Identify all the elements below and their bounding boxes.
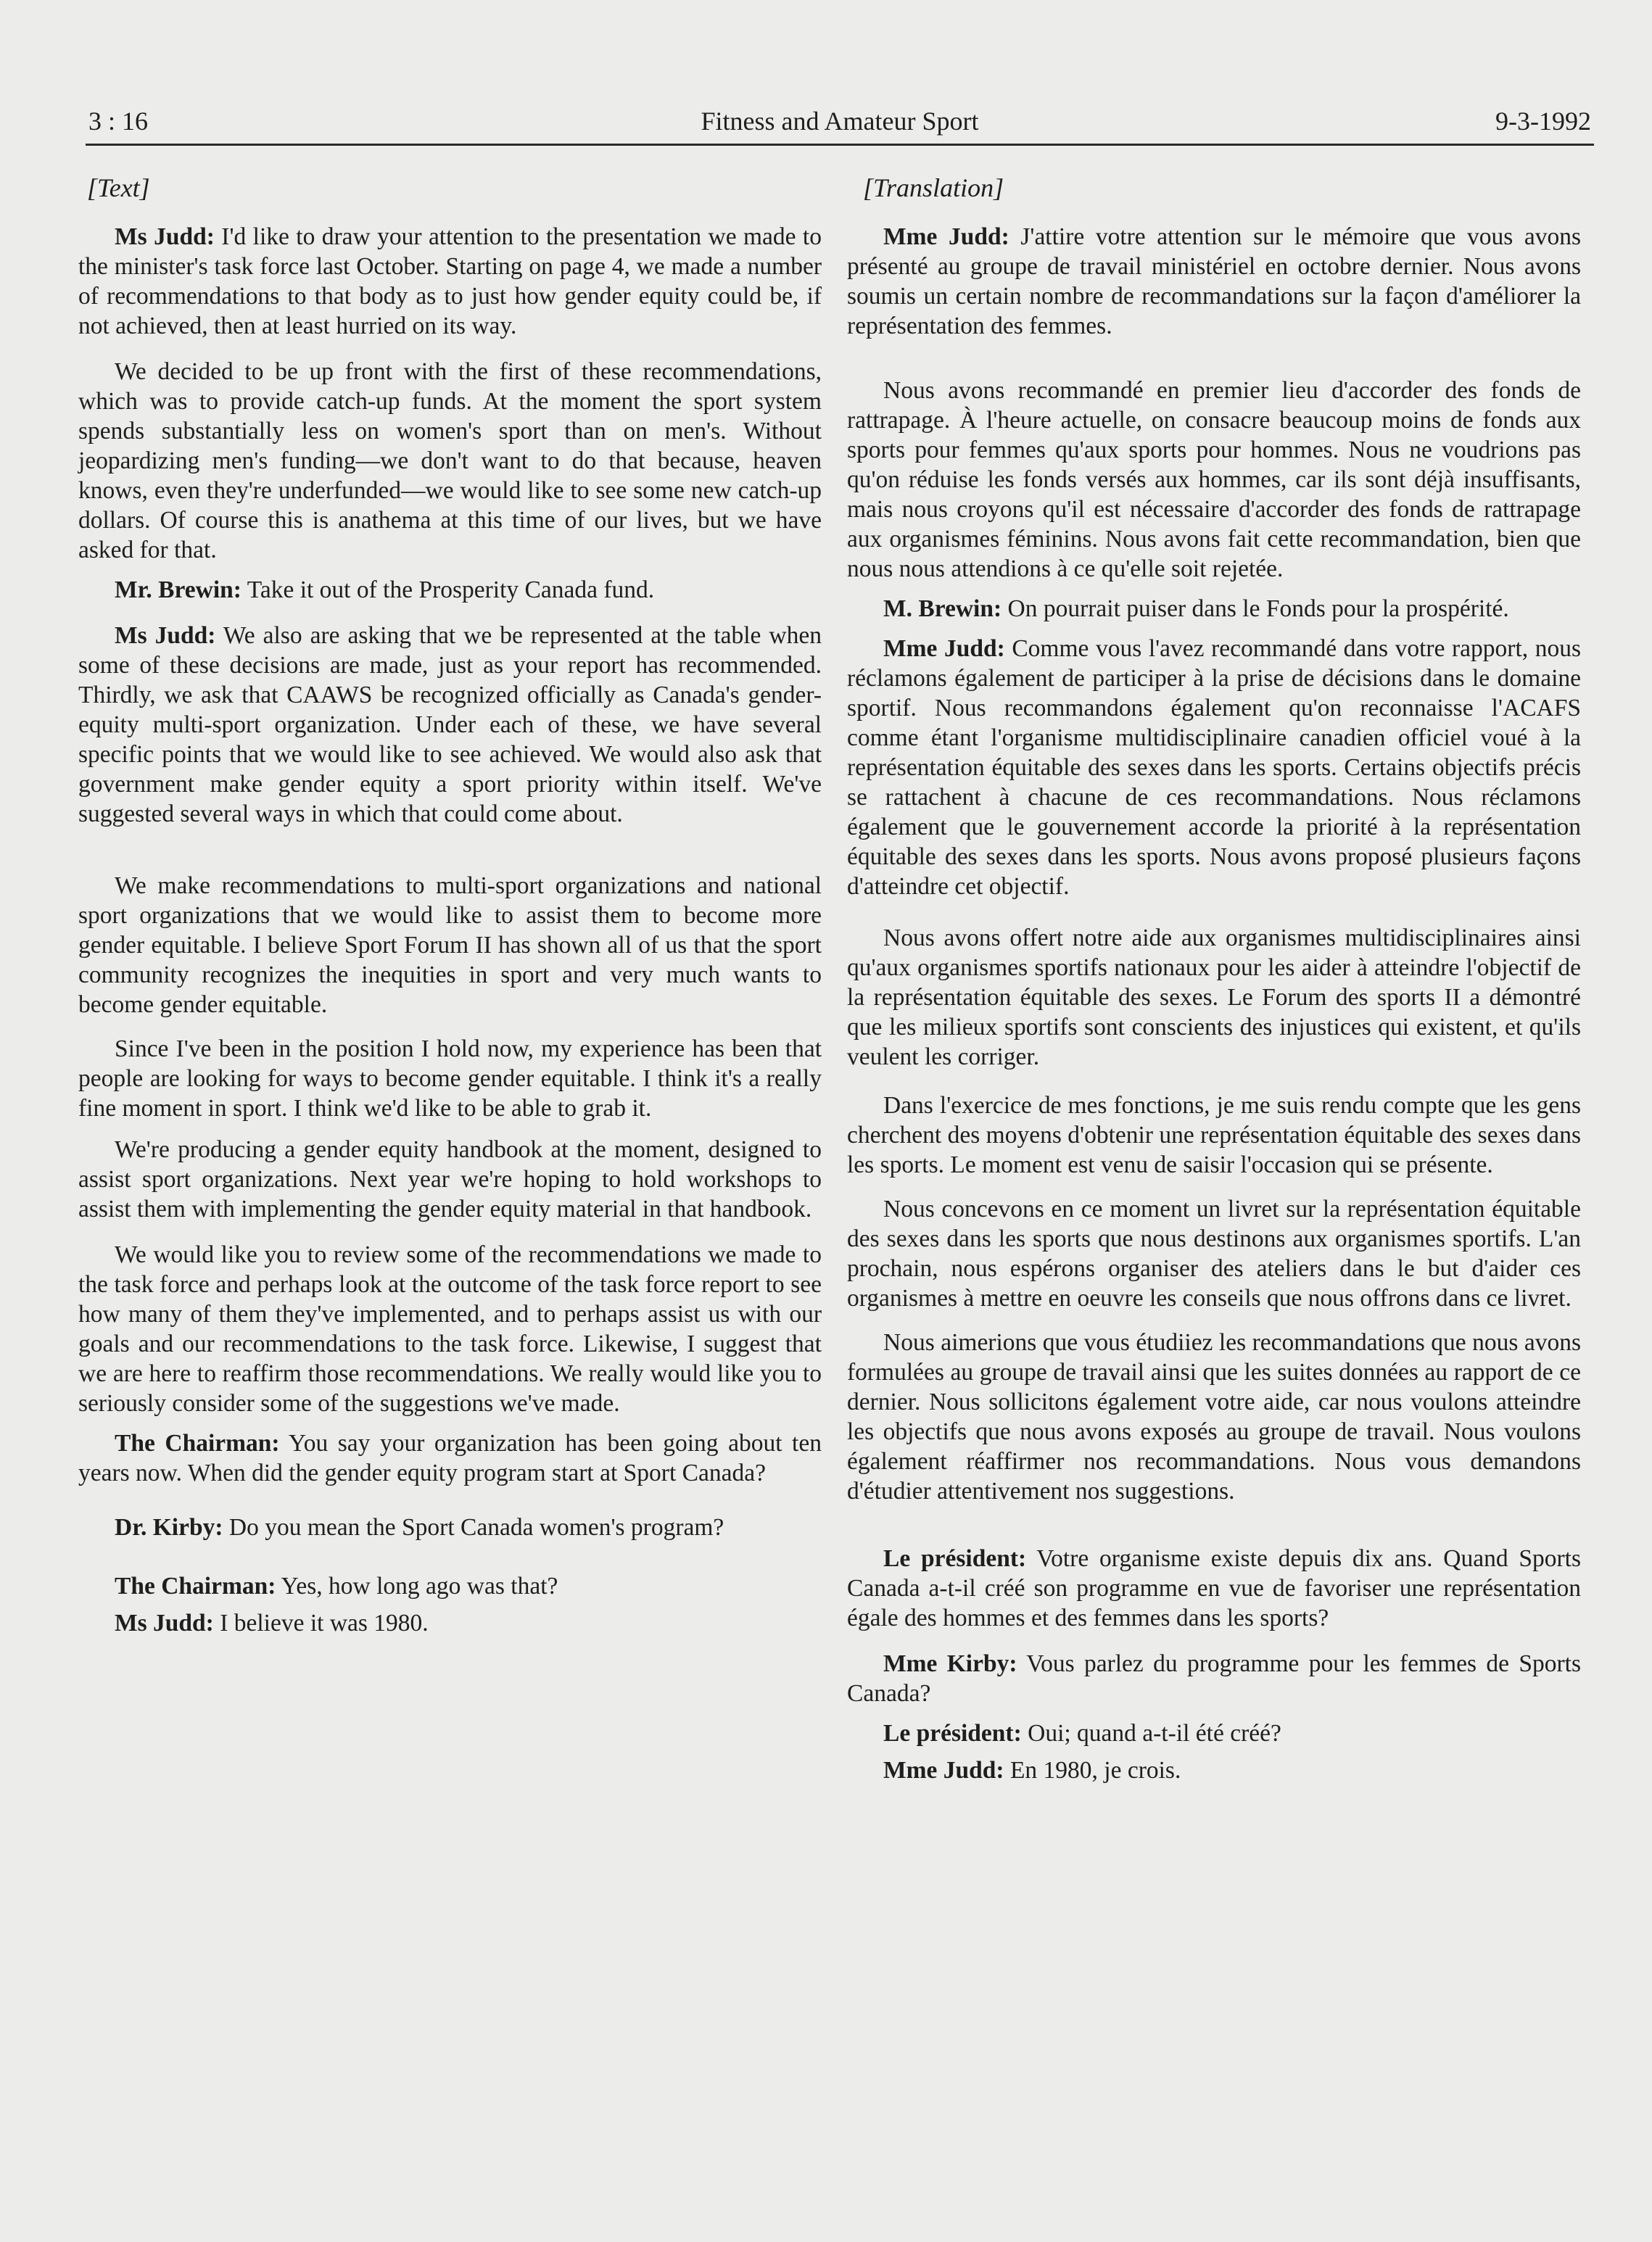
paragraph bbox=[847, 1755, 1581, 1785]
page-header bbox=[86, 93, 1594, 146]
english-column bbox=[78, 173, 822, 1638]
paragraph-text: Nous avons offert notre aide aux organismes multidisciplinaires ainsi qu'aux organismes sportifs nationaux pour les aider à atteindre l'objectif de la représentation équitable des sexes. Le Forum des sports II a démontré que les milieux sportifs sont conscients des injustices qui existent, et qu'ils veulent les corriger. bbox=[847, 924, 1581, 1070]
paragraph bbox=[847, 1718, 1581, 1748]
paragraph bbox=[78, 1608, 822, 1638]
paragraph-text: J'attire votre attention sur le mémoire que vous avons présenté au groupe de travail ministériel en octobre dernier. Nous avons soumis un certain nombre de recommandations sur la façon d'améliorer la représentation des femmes. bbox=[847, 223, 1581, 339]
paragraph bbox=[847, 1194, 1581, 1313]
paragraph bbox=[78, 575, 822, 605]
paragraph bbox=[78, 871, 822, 1019]
speaker-name: The Chairman: bbox=[115, 1573, 276, 1600]
paragraph bbox=[847, 594, 1581, 624]
paragraph bbox=[847, 1544, 1581, 1633]
page-reference: 3 : 16 bbox=[88, 107, 149, 136]
column-label-text: [Text] bbox=[87, 173, 150, 202]
paragraph bbox=[847, 1091, 1581, 1180]
paragraph-text: Comme vous l'avez recommandé dans votre rapport, nous réclamons également de participer à la prise de décisions dans le domaine sportif. Nous recommandons également qu'on reconnaisse l'ACAFS comme étant l'organisme multidisciplinaire canadien officiel voué à la représentation équitable des sexes dans les sports. Certains objectifs précis se rattachent à chacune de ces recommandations. Nous réclamons également que le gouvernement accorde la priorité à la représentation équitable des sexes dans les sports. Nous avons proposé plusieurs façons d'atteindre cet objectif. bbox=[847, 635, 1581, 900]
speaker-name: Le président: bbox=[883, 1720, 1022, 1747]
speaker-name: Mme Judd: bbox=[883, 635, 1005, 662]
column-label-translation: [Translation] bbox=[863, 173, 1004, 202]
paragraph-text: We also are asking that we be represented at the table when some of these decisions are made, just as your report has recommended. Thirdly, we ask that CAAWS be recognized officially as Canada's gender-equity multi-sport organization. Under each of these, we have several specific points that we would like to see achieved. We would also ask that government make gender equity a sport priority within itself. We've suggested several ways in which that could come about. bbox=[78, 622, 822, 827]
paragraph-text: Nous concevons en ce moment un livret sur la représentation équitable des sexes dans les sports que nous destinons aux organismes sportifs. L'an prochain, nous espérons organiser des ateliers dans le but d'aider ces organismes à mettre en oeuvre les conseils que nous offrons dans ce livret. bbox=[847, 1196, 1581, 1312]
paragraph-text: We're producing a gender equity handbook at the moment, designed to assist sport organizations. Next year we're hoping to hold workshops to assist them with implementing the gender equity material in that handbook. bbox=[78, 1136, 822, 1223]
speaker-name: Mme Judd: bbox=[883, 223, 1009, 250]
paragraph bbox=[78, 357, 822, 565]
speaker-name: Mme Kirby: bbox=[883, 1650, 1017, 1677]
paragraph bbox=[847, 923, 1581, 1072]
paragraph bbox=[847, 376, 1581, 584]
paragraph-text: We decided to be up front with the first of these recommendations, which was to provide catch-up funds. At the moment the sport system spends substantially less on women's sport than on men's. Without jeopardizing men's funding—we don't want to do that because, heaven knows, even they're underfunded—we would like to see some new catch-up dollars. Of course this is anathema at this time of our lives, but we have asked for that. bbox=[78, 358, 822, 563]
paragraph-text: We would like you to review some of the recommendations we made to the task force and perhaps look at the outcome of the task force report to see how many of them they've implemented, and to perhaps assist us with our goals and our recommendations to the task force. Likewise, I suggest that we are here to reaffirm those recommendations. We really would like you to seriously consider some of the suggestions we've made. bbox=[78, 1241, 822, 1417]
paragraph bbox=[78, 1571, 822, 1601]
paragraph bbox=[78, 1135, 822, 1224]
paragraph bbox=[78, 1513, 822, 1542]
french-column bbox=[847, 173, 1581, 1785]
speaker-name: M. Brewin: bbox=[883, 595, 1002, 622]
paragraph-text: I'd like to draw your attention to the presentation we made to the minister's task force last October. Starting on page 4, we made a number of recommendations to that body as to just how gender equity could be, if not achieved, then at least hurried on its way. bbox=[78, 223, 822, 339]
paragraph-text: Yes, how long ago was that? bbox=[276, 1573, 558, 1600]
paragraph bbox=[78, 1428, 822, 1488]
speaker-name: Ms Judd: bbox=[115, 1610, 214, 1637]
paragraph-text: Take it out of the Prosperity Canada fund. bbox=[241, 576, 655, 603]
paragraph-text: I believe it was 1980. bbox=[213, 1610, 429, 1637]
paragraph-text: Since I've been in the position I hold now, my experience has been that people are looking for ways to become gender equitable. I think it's a really fine moment in sport. I think we'd like to be able to grab it. bbox=[78, 1035, 822, 1122]
paragraph bbox=[78, 1034, 822, 1123]
speaker-name: Ms Judd: bbox=[115, 223, 215, 250]
paragraph-text: Oui; quand a-t-il été créé? bbox=[1021, 1720, 1281, 1747]
paragraph-text: Do you mean the Sport Canada women's program? bbox=[223, 1514, 724, 1541]
paragraph-text: Nous avons recommandé en premier lieu d'accorder des fonds de rattrapage. À l'heure actuelle, on consacre beaucoup moins de fonds aux sports pour femmes qu'aux sports pour hommes. Nous ne voudrions pas qu'on réduise les fonds versés aux hommes, car ils sont déjà insuffisants, mais nous croyons qu'il est nécessaire d'accorder des fonds de rattrapage aux organismes féminins. Nous avons fait cette recommandation, bien que nous nous attendions à ce qu'elle soit rejetée. bbox=[847, 377, 1581, 582]
paragraph bbox=[78, 621, 822, 829]
speaker-name: Ms Judd: bbox=[115, 622, 216, 649]
paragraph bbox=[847, 1328, 1581, 1506]
paragraph bbox=[78, 222, 822, 341]
paragraph-text: En 1980, je crois. bbox=[1004, 1757, 1181, 1784]
paragraph-text: On pourrait puiser dans le Fonds pour la prospérité. bbox=[1001, 595, 1509, 622]
speaker-name: The Chairman: bbox=[115, 1430, 280, 1457]
paragraph-text: You say your organization has been going about ten years now. When did the gender equity program start at Sport Canada? bbox=[78, 1430, 822, 1486]
publication-title: Fitness and Amateur Sport bbox=[701, 107, 979, 136]
paragraph bbox=[847, 1649, 1581, 1708]
paragraph-text: Dans l'exercice de mes fonctions, je me suis rendu compte que les gens cherchent des moyens d'obtenir une représentation équitable des sexes dans les sports. Le moment est venu de saisir l'occasion qui se présente. bbox=[847, 1092, 1581, 1178]
paragraph-text: We make recommendations to multi-sport organizations and national sport organizations that we would like to assist them to become more gender equitable. I believe Sport Forum II has shown all of us that the sport community recognizes the inequities in sport and very much wants to become gender equitable. bbox=[78, 872, 822, 1018]
paragraph-text: Vous parlez du programme pour les femmes de Sports Canada? bbox=[847, 1650, 1581, 1707]
speaker-name: Dr. Kirby: bbox=[115, 1514, 223, 1541]
session-date: 9-3-1992 bbox=[1495, 107, 1591, 136]
speaker-name: Mme Judd: bbox=[883, 1757, 1004, 1784]
speaker-name: Mr. Brewin: bbox=[115, 576, 241, 603]
paragraph bbox=[847, 634, 1581, 901]
paragraph bbox=[78, 1240, 822, 1418]
paragraph-text: Nous aimerions que vous étudiiez les recommandations que nous avons formulées au groupe de travail ainsi que les suites données au rapport de ce dernier. Nous sollicitons également votre aide, car nous voulons atteindre les objectifs que nous avons exposés au groupe de travail. Nous voulons également réaffirmer nos recommandations. Nous vous demandons d'étudier attentivement nos suggestions. bbox=[847, 1329, 1581, 1505]
paragraph bbox=[847, 222, 1581, 341]
speaker-name: Le président: bbox=[883, 1545, 1027, 1572]
paragraph-text: Votre organisme existe depuis dix ans. Quand Sports Canada a-t-il créé son programme en vue de favoriser une représentation égale des hommes et des femmes dans les sports? bbox=[847, 1545, 1581, 1631]
